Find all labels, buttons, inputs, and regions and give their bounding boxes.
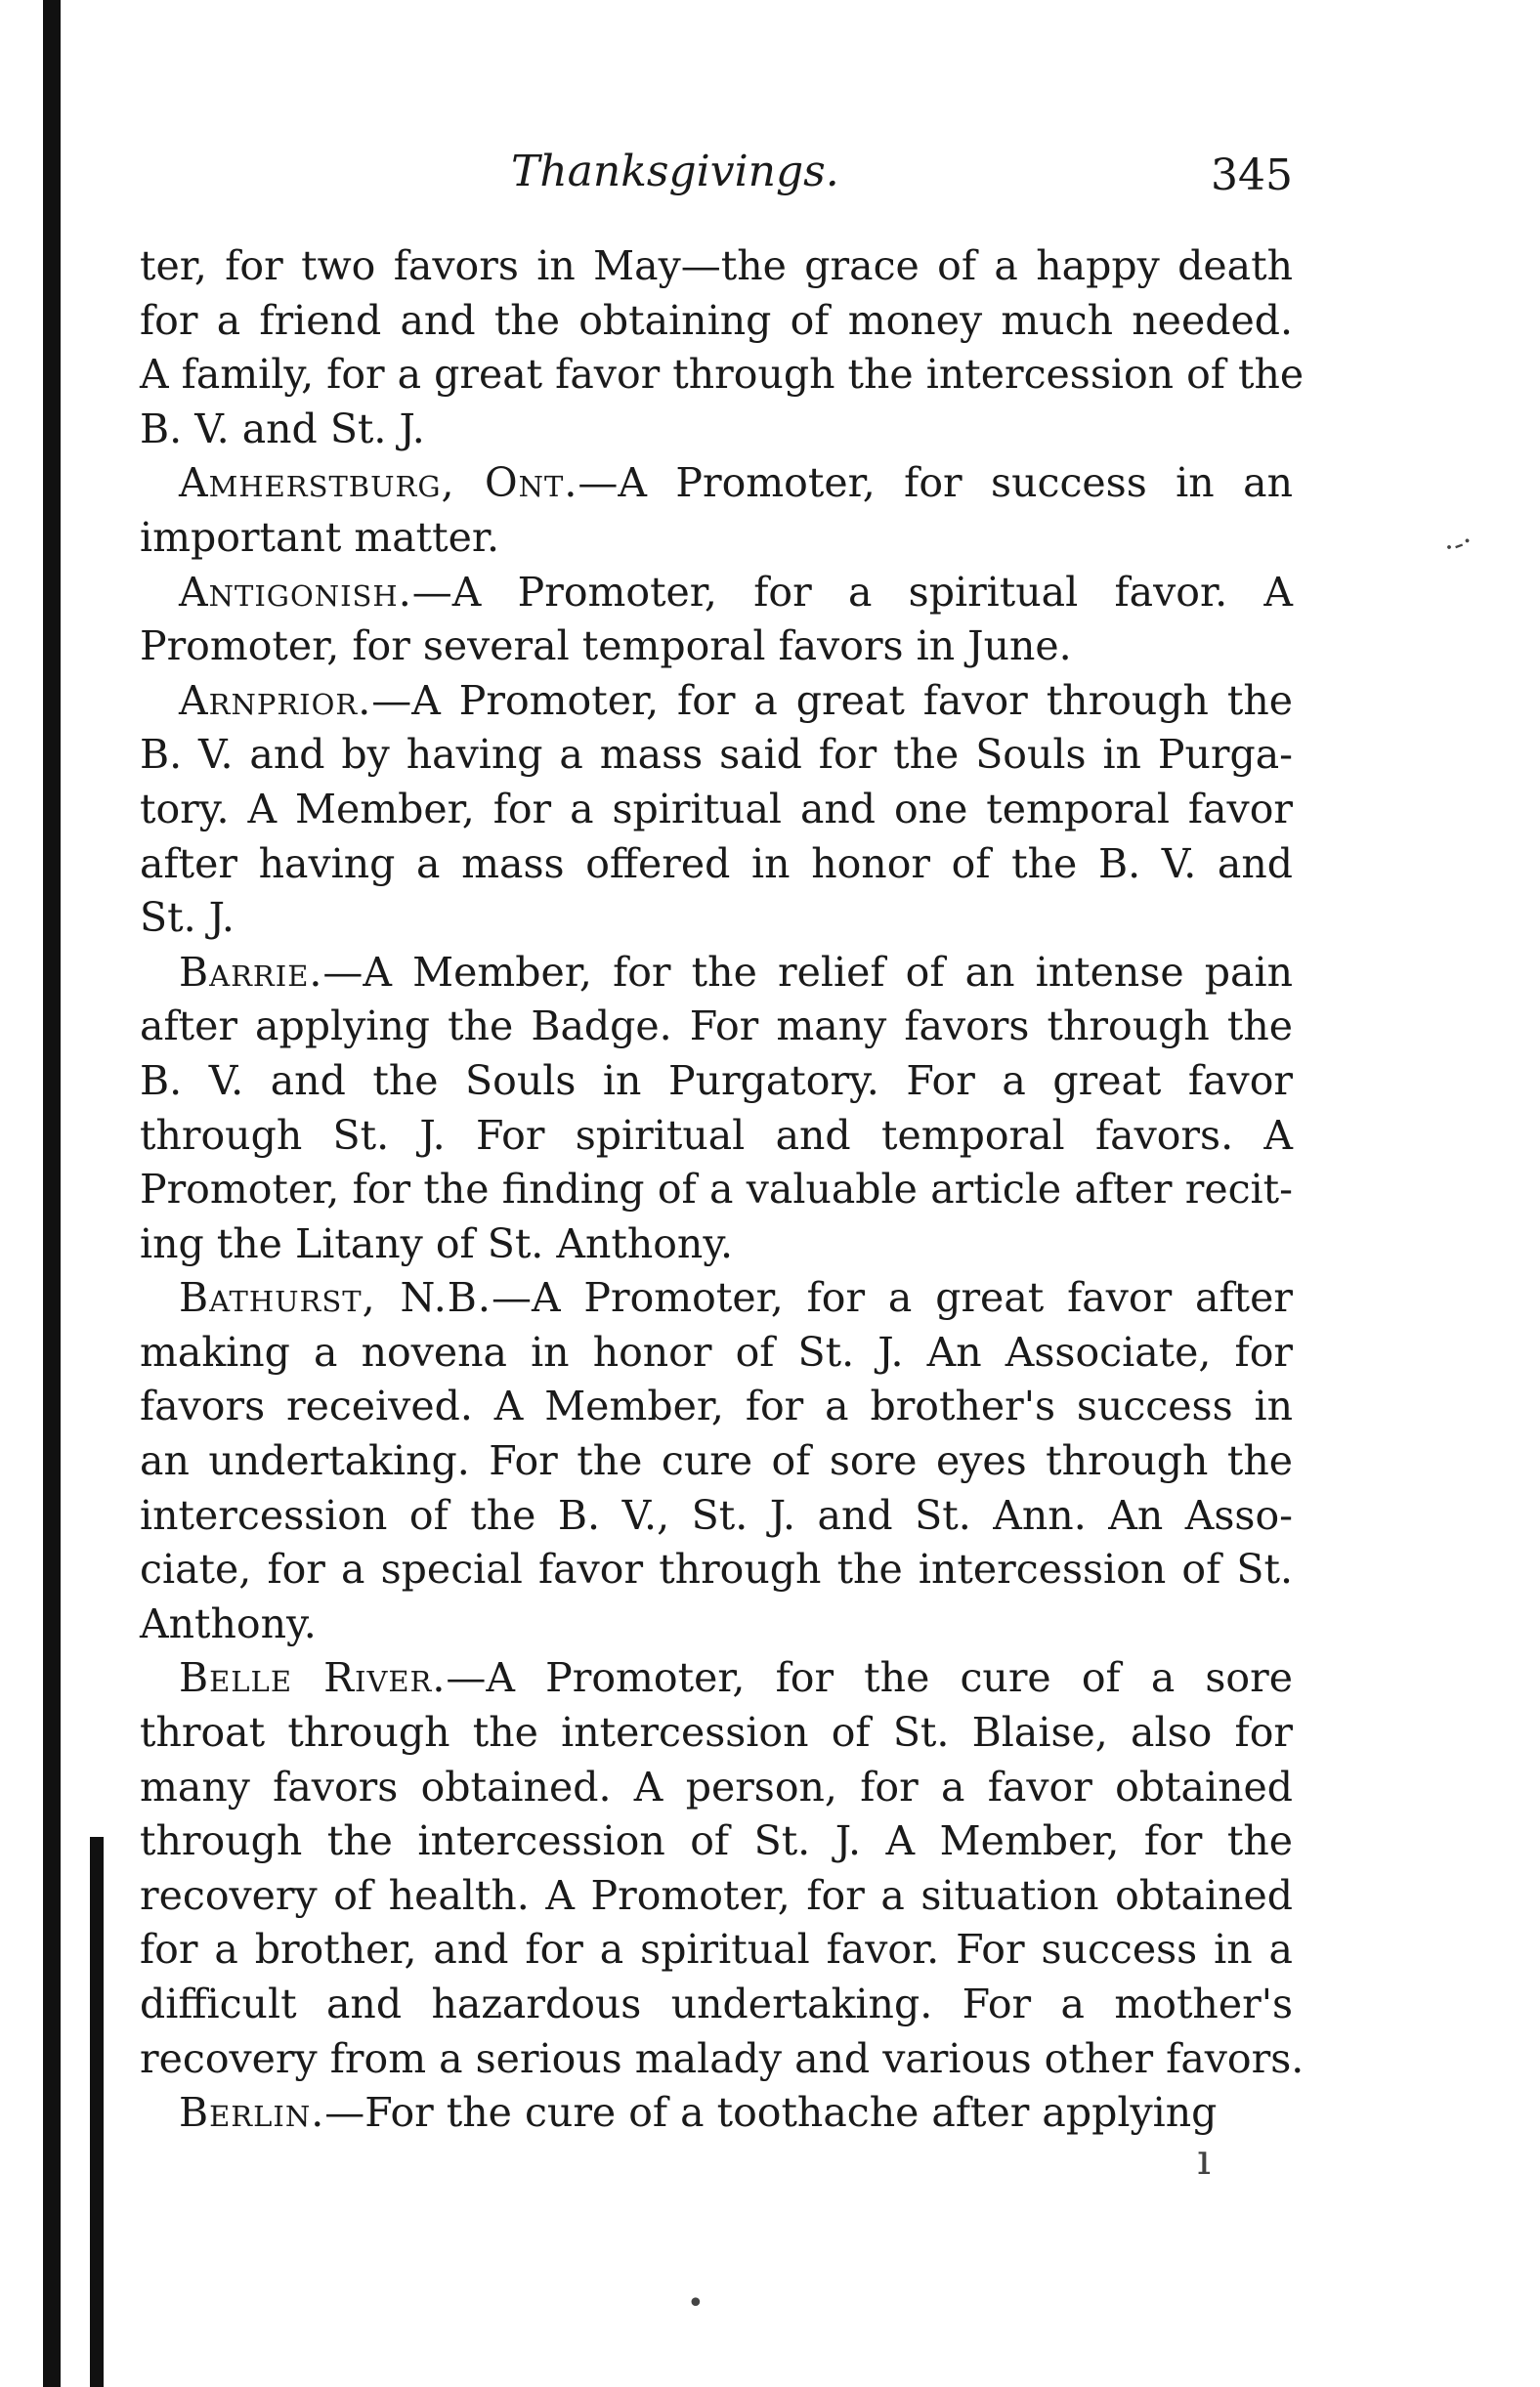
line-text: recovery from a serious malady and various other favors.: [140, 2034, 1305, 2082]
text-line: [140, 1271, 1293, 1326]
line-text: —A Promoter, for success in an: [578, 459, 1293, 507]
place-name: Bathurst, N.B.: [179, 1274, 492, 1322]
text-line: [140, 1761, 1293, 1815]
line-text: —A Member, for the relief of an intense pain: [322, 948, 1293, 996]
line-text: ing the Litany of St. Anthony.: [140, 1219, 734, 1267]
place-name: Antigonish.: [179, 568, 412, 616]
text-line: [140, 1978, 1293, 2032]
text-line: [140, 294, 1293, 349]
text-line: [140, 728, 1293, 783]
line-text: through St. J. For spiritual and temporal favors. A: [140, 1111, 1293, 1159]
text-line: [140, 1869, 1293, 1924]
text-line: [140, 2086, 1293, 2141]
text-line: [140, 619, 1293, 674]
paragraph: [140, 946, 1293, 1272]
text-line: [140, 566, 1293, 620]
binding-shadow: [90, 1837, 104, 2387]
line-text: after having a mass offered in honor of the B. V. and: [140, 839, 1293, 887]
text-line: [140, 239, 1293, 294]
line-text: tory. A Member, for a spiritual and one temporal favor: [140, 785, 1293, 832]
line-text: B. V. and by having a mass said for the Souls in Purga-: [140, 731, 1293, 779]
place-name: Barrie.: [179, 948, 323, 996]
line-text: ter, for two favors in May—the grace of a happy death: [140, 242, 1293, 289]
text-line: [140, 1217, 1293, 1272]
text-line: [140, 348, 1305, 403]
paragraph: [140, 1271, 1293, 1651]
line-text: for a friend and the obtaining of money much needed.: [140, 296, 1293, 344]
text-line: [140, 891, 1293, 946]
line-text: —A Promoter, for a spiritual favor. A: [411, 568, 1293, 616]
line-text: Promoter, for the finding of a valuable article after recit-: [140, 1166, 1293, 1214]
place-name: Arnprior.: [179, 676, 372, 724]
line-text: A family, for a great favor through the intercession of the: [140, 351, 1305, 399]
text-line: [140, 1489, 1293, 1544]
line-text: for a brother, and for a spiritual favor. For success in a: [140, 1926, 1293, 1974]
line-text: —A Promoter, for the cure of a sore: [446, 1654, 1293, 1702]
text-line: [140, 2032, 1305, 2087]
binding-edge: [43, 0, 61, 2387]
paragraph: [140, 674, 1293, 946]
text-line: [140, 1706, 1293, 1761]
text-line: [140, 1163, 1293, 1217]
line-text: important matter.: [140, 513, 500, 561]
margin-speck: •: [687, 2286, 705, 2321]
line-text: after applying the Badge. For many favors through the: [140, 1002, 1293, 1050]
text-line: [140, 674, 1293, 729]
text-line: [140, 511, 1293, 566]
paragraph: [140, 566, 1293, 674]
line-text: making a novena in honor of St. J. An Associate, for: [140, 1328, 1293, 1376]
paragraph: [140, 239, 1305, 456]
paragraph: [140, 2086, 1293, 2141]
line-text: an undertaking. For the cure of sore eyes through the: [140, 1437, 1293, 1485]
page-title: Thanksgivings.: [511, 147, 839, 196]
line-text: many favors obtained. A person, for a favor obtained: [140, 1763, 1293, 1811]
margin-speck: ı: [1197, 2135, 1212, 2185]
text-line: [140, 1054, 1293, 1109]
line-text: throat through the intercession of St. Blaise, also for: [140, 1709, 1293, 1757]
line-text: B. V. and the Souls in Purgatory. For a great favor: [140, 1056, 1293, 1104]
text-line: [140, 1651, 1293, 1706]
paragraph: [140, 1651, 1305, 2086]
line-text: favors received. A Member, for a brother's success in: [140, 1383, 1293, 1430]
line-text: ciate, for a special favor through the intercession of St.: [140, 1546, 1293, 1594]
line-text: through the intercession of St. J. A Member, for the: [140, 1817, 1293, 1865]
line-text: —A Promoter, for a great favor through the: [371, 676, 1293, 724]
page-number: 345: [1211, 150, 1293, 200]
text-line: [140, 1814, 1293, 1869]
line-text: Anthony.: [140, 1599, 317, 1647]
place-name: Belle River.: [179, 1654, 447, 1702]
line-text: B. V. and St. J.: [140, 405, 425, 452]
text-line: [140, 1543, 1293, 1598]
text-column: [140, 239, 1305, 2141]
paragraph: [140, 456, 1293, 565]
line-text: Promoter, for several temporal favors in June.: [140, 622, 1072, 670]
text-line: [140, 1000, 1293, 1054]
text-line: [140, 1598, 1293, 1652]
line-text: —A Promoter, for a great favor after: [491, 1274, 1293, 1322]
running-head: [140, 147, 1293, 215]
line-text: intercession of the B. V., St. J. and St. Ann. An Asso-: [140, 1491, 1293, 1539]
text-line: [140, 1109, 1293, 1164]
line-text: difficult and hazardous undertaking. For a mother's: [140, 1981, 1293, 2027]
text-line: [140, 403, 1293, 457]
text-line: [140, 1380, 1293, 1434]
text-line: [140, 1326, 1293, 1381]
text-line: [140, 1434, 1293, 1489]
line-text: St. J.: [140, 894, 235, 942]
place-name: Berlin.: [179, 2089, 325, 2137]
text-line: [140, 456, 1293, 511]
margin-speck: ·-·: [1438, 524, 1478, 566]
text-line: [140, 837, 1293, 892]
text-line: [140, 1923, 1293, 1978]
text-line: [140, 783, 1293, 837]
place-name: Amherstburg, Ont.: [179, 459, 578, 507]
text-line: [140, 946, 1293, 1001]
line-text: —For the cure of a toothache after applying: [324, 2089, 1218, 2137]
line-text: recovery of health. A Promoter, for a situation obtained: [140, 1871, 1293, 1919]
